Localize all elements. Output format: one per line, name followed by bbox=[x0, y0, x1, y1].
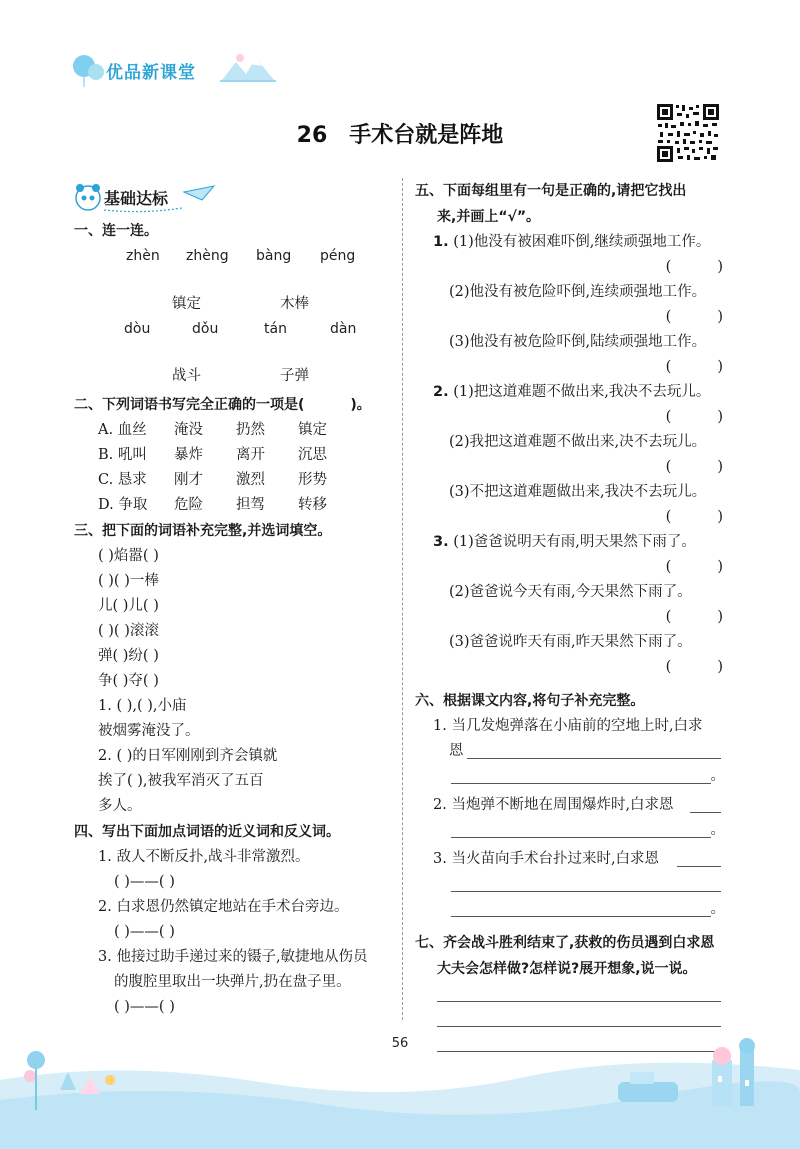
q6-answer-line-1[interactable] bbox=[415, 739, 725, 764]
pinyin-item: dòu bbox=[124, 321, 151, 337]
pinyin-item: zhèn bbox=[126, 248, 160, 264]
q3-fill-line[interactable]: 儿( )儿( ) bbox=[98, 598, 159, 614]
answer-parens[interactable]: ( ) bbox=[665, 509, 723, 525]
pinyin-item: tán bbox=[264, 321, 287, 337]
q1-words-bottom-row bbox=[74, 364, 392, 392]
left-column bbox=[74, 178, 392, 1020]
option-word: 沉思 bbox=[298, 447, 327, 463]
q6-sentence-1: 1. 当几发炮弹落在小庙前的空地上时,白求 bbox=[433, 718, 703, 734]
group-number: 1. bbox=[433, 234, 449, 250]
q3-sentence-1-cont: 被烟雾淹没了。 bbox=[98, 723, 200, 739]
answer-line[interactable] bbox=[467, 743, 721, 759]
mountain-deco-icon bbox=[220, 50, 276, 84]
q6-answer-line-3b[interactable] bbox=[415, 872, 725, 897]
pinyin-item: dàn bbox=[330, 321, 357, 337]
lesson-title-text: 手术台就是阵地 bbox=[349, 123, 504, 148]
answer-line[interactable] bbox=[451, 768, 711, 784]
q1-words-top-row bbox=[74, 292, 392, 317]
q6-heading: 六、根据课文内容,将句子补充完整。 bbox=[415, 693, 645, 709]
q4-heading: 四、写出下面加点词语的近义词和反义词。 bbox=[74, 824, 340, 840]
q4-blank-1[interactable]: ( )——( ) bbox=[114, 874, 175, 890]
q3-heading: 三、把下面的词语补充完整,并选词填空。 bbox=[74, 523, 332, 539]
q6-sentence-2-text: 2. 当炮弹不断地在周围爆炸时,白求恩 bbox=[433, 797, 674, 813]
q5-heading: 五、下面每组里有一句是正确的,请把它找出 bbox=[415, 183, 687, 199]
pinyin-item: bàng bbox=[256, 248, 292, 264]
q5-group-1-item-1 bbox=[415, 230, 725, 255]
answer-parens[interactable]: ( ) bbox=[665, 259, 723, 275]
answer-parens[interactable]: ( ) bbox=[665, 309, 723, 325]
period: 。 bbox=[710, 768, 725, 784]
option-word: D. 争取 bbox=[98, 497, 148, 513]
q5-group-3-item-3: (3)爸爸说昨天有雨,昨天果然下雨了。 bbox=[449, 634, 692, 650]
q6-answer-line-2b[interactable] bbox=[415, 818, 725, 843]
option-word: 暴炸 bbox=[174, 447, 203, 463]
word-item: 子弹 bbox=[280, 368, 309, 384]
q5-group-1-item-3: (3)他没有被危险吓倒,陆续顽强地工作。 bbox=[449, 334, 707, 350]
q5-group-3-item-1 bbox=[415, 530, 725, 555]
page-number: 56 bbox=[391, 1036, 409, 1051]
q4-sentence-2: 2. 白求恩仍然镇定地站在手术台旁边。 bbox=[98, 899, 349, 915]
choice-text: (1)爸爸说明天有雨,明天果然下雨了。 bbox=[453, 534, 696, 550]
q1-pinyin-bottom-row bbox=[74, 317, 392, 342]
q3-sentence-2-end: 多人。 bbox=[98, 798, 142, 814]
answer-parens[interactable]: ( ) bbox=[665, 609, 723, 625]
answer-line[interactable] bbox=[451, 901, 711, 917]
option-word: B. 吼叫 bbox=[98, 447, 147, 463]
option-word: 转移 bbox=[298, 497, 327, 513]
q5-group-1-item-2: (2)他没有被危险吓倒,连续顽强地工作。 bbox=[449, 284, 707, 300]
q2-heading bbox=[74, 392, 392, 418]
q4-sentence-3-cont: 的腹腔里取出一块弹片,扔在盘子里。 bbox=[114, 974, 351, 990]
lesson-number: 26 bbox=[296, 123, 328, 148]
q5-group-2-item-3: (3)不把这道难题做出来,我决不去玩儿。 bbox=[449, 484, 707, 500]
q2-option-a[interactable] bbox=[74, 418, 392, 443]
answer-parens[interactable]: ( ) bbox=[665, 559, 723, 575]
group-number: 2. bbox=[433, 384, 449, 400]
word-item: 镇定 bbox=[172, 296, 201, 312]
q3-sentence-1[interactable]: 1. ( ),( ),小庙 bbox=[98, 698, 187, 714]
q3-fill-line[interactable]: ( )焰嚣( ) bbox=[98, 548, 159, 564]
answer-line[interactable] bbox=[451, 822, 711, 838]
choice-text: (1)把这道难题不做出来,我决不去玩儿。 bbox=[453, 384, 711, 400]
q3-sentence-2-cont[interactable]: 挨了( ),被我军消灭了五百 bbox=[98, 773, 264, 789]
q4-blank-2[interactable]: ( )——( ) bbox=[114, 924, 175, 940]
q5-group-3-item-2: (2)爸爸说今天有雨,今天果然下雨了。 bbox=[449, 584, 692, 600]
q1-heading: 一、连一连。 bbox=[74, 223, 158, 239]
q6-answer-line-1b[interactable] bbox=[415, 764, 725, 789]
answer-line[interactable] bbox=[690, 797, 721, 813]
option-word: 担驾 bbox=[236, 497, 265, 513]
q5-group-2-item-1 bbox=[415, 380, 725, 405]
q4-blank-3[interactable]: ( )——( ) bbox=[114, 999, 175, 1015]
word-item: 木棒 bbox=[280, 296, 309, 312]
option-word: 扔然 bbox=[236, 422, 265, 438]
q5-group-2-item-2: (2)我把这道难题不做出来,决不去玩儿。 bbox=[449, 434, 707, 450]
section-badge bbox=[74, 178, 234, 218]
q2-heading-post: )。 bbox=[350, 397, 371, 413]
q7-heading: 七、齐会战斗胜利结束了,获救的伤员遇到白求恩 bbox=[415, 935, 715, 951]
q6-sentence-2[interactable] bbox=[415, 793, 725, 818]
answer-line[interactable] bbox=[677, 851, 721, 867]
group-number: 3. bbox=[433, 534, 449, 550]
q7-heading-cont: 大夫会怎样做?怎样说?展开想象,说一说。 bbox=[437, 961, 697, 977]
option-word: A. 血丝 bbox=[98, 422, 147, 438]
period: 。 bbox=[710, 822, 725, 838]
period: 。 bbox=[710, 901, 725, 917]
option-word: 镇定 bbox=[298, 422, 327, 438]
logo-text: 优品新课堂 bbox=[106, 63, 196, 83]
q4-sentence-1: 1. 敌人不断反扑,战斗非常激烈。 bbox=[98, 849, 310, 865]
q2-option-c[interactable] bbox=[74, 468, 392, 493]
q6-answer-line-3c[interactable] bbox=[415, 897, 725, 922]
q3-fill-line[interactable]: 争( )夺( ) bbox=[98, 673, 159, 689]
brand-logo bbox=[72, 50, 272, 90]
q5-heading-cont: 来,并画上“√”。 bbox=[437, 209, 541, 225]
q1-pinyin-top-row bbox=[74, 244, 392, 274]
q3-fill-line[interactable]: 弹( )纷( ) bbox=[98, 648, 159, 664]
option-word: 形势 bbox=[298, 472, 327, 488]
pinyin-item: zhèng bbox=[186, 248, 229, 264]
answer-parens[interactable]: ( ) bbox=[665, 409, 723, 425]
choice-text: (1)他没有被困难吓倒,继续顽强地工作。 bbox=[453, 234, 711, 250]
q2-option-b[interactable] bbox=[74, 443, 392, 468]
answer-parens[interactable]: ( ) bbox=[665, 459, 723, 475]
right-column bbox=[415, 178, 725, 1057]
section-badge-text: 基础达标 bbox=[104, 189, 169, 208]
q3-fill-line[interactable]: ( )( )一棒 bbox=[98, 573, 159, 589]
q2-heading-pre: 二、下列词语书写完全正确的一项是( bbox=[74, 397, 305, 413]
answer-parens[interactable]: ( ) bbox=[665, 359, 723, 375]
option-word: 淹没 bbox=[174, 422, 203, 438]
q3-fill-line[interactable]: ( )( )滚滚 bbox=[98, 623, 159, 639]
answer-parens[interactable]: ( ) bbox=[665, 659, 723, 675]
option-word: 刚才 bbox=[174, 472, 203, 488]
pinyin-item: péng bbox=[320, 248, 356, 264]
option-word: C. 恳求 bbox=[98, 472, 147, 488]
option-word: 激烈 bbox=[236, 472, 265, 488]
column-divider bbox=[402, 178, 403, 1020]
q4-sentence-3: 3. 他接过助手递过来的镊子,敏捷地从伤员 bbox=[98, 949, 368, 965]
pinyin-item: dǒu bbox=[192, 321, 219, 337]
option-word: 离开 bbox=[236, 447, 265, 463]
q7-answer-line[interactable] bbox=[415, 982, 725, 1007]
word-item: 战斗 bbox=[172, 368, 201, 384]
answer-line[interactable] bbox=[451, 876, 721, 892]
q6-sentence-3[interactable] bbox=[415, 847, 725, 872]
q2-option-d[interactable] bbox=[74, 493, 392, 518]
q6-sentence-1-cont: 恩 bbox=[449, 743, 464, 759]
balloon-icon bbox=[72, 52, 106, 88]
qr-code-icon[interactable] bbox=[656, 103, 720, 163]
option-word: 危险 bbox=[174, 497, 203, 513]
q3-sentence-2[interactable]: 2. ( )的日军刚刚到齐会镇就 bbox=[98, 748, 278, 764]
q6-sentence-3-text: 3. 当火苗向手术台扑过来时,白求恩 bbox=[433, 851, 660, 867]
